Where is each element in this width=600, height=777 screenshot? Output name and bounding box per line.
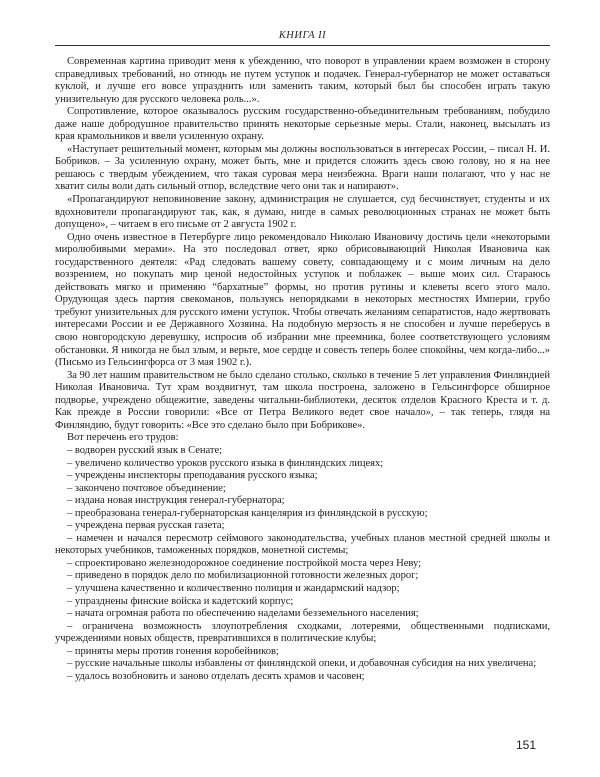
list-item: – издана новая инструкция генерал-губернатора; <box>67 495 285 507</box>
list-item: – упразднены финские войска и кадетский корпус; <box>67 595 294 607</box>
paragraph: За 90 лет нашим правительством не было сделано столько, сколько в течение 5 лет управления Финляндией Николая Ивановича. Тут храм воздвигнут, там школа построена, заложено в Гельсингфорсе обширное подворье, учреждено общежитие, заведены читальни-библиотеки, десяток отделов Красного Креста и т. д. Как прежде в России говорили: «Все от Петра Великого ведет свое начало», – так теперь, глядя на Финляндию, будут говорить: «Все это сделано было при Бобрикове». <box>55 369 550 431</box>
achievements-list <box>55 445 550 683</box>
list-item: – преобразована генерал-губернаторская канцелярия из финляндской в русскую; <box>67 507 428 519</box>
page-number: 151 <box>516 738 537 752</box>
paragraph: Современная картина приводит меня к убеждению, что поворот в управлении краем возможен в сторону справедливых требований, но отнюдь не путем уступок и подачек. Генерал-губернатор не может оставаться куклой, и лучше его вовсе упразднить или заменить таким, который был бы способен играть такую унизительную для русского человека роль...». <box>55 56 550 105</box>
paragraph: Сопротивление, которое оказывалось русским государственно-объединительным требованиям, побудило даже наше добродушное правительство принять некоторые серьезные меры. Стали, наконец, высылать из края крамольников и ввели усиленную охрану. <box>55 106 550 143</box>
list-item: – улучшена качественно и количественно полиция и жандармский надзор; <box>67 582 400 594</box>
running-header: КНИГА II <box>278 30 327 41</box>
list-item: – учреждена первая русская газета; <box>67 520 225 532</box>
page-body <box>55 56 550 683</box>
list-item: – начата огромная работа по обеспечению наделами безземельного населения; <box>67 608 419 620</box>
list-item: – русские начальные школы избавлены от финляндской опеки, и добавочная субсидия на них увеличена; <box>67 658 537 670</box>
paragraph: «Наступает решительный момент, которым мы должны воспользоваться в интересах России, – писал Н. И. Бобриков. – За усиленную охрану, может быть, мне и придется сложить здесь свою голову, но я на нее решаюсь с твердым убеждением, что такая суровая мера неизбежна. Враги наши полагают, что у нас не хватит силы воли дать сильный отпор, вследствие чего они так и напирают». <box>55 143 550 193</box>
paragraph: Вот перечень его трудов: <box>67 432 179 444</box>
list-item: – намечен и начался пересмотр сеймового законодательства, учебных планов местной средней школы и некоторых учебников, таможенных порядков, монетной системы; <box>55 532 550 557</box>
paragraph: Одно очень известное в Петербурге лицо рекомендовало Николаю Ивановичу достичь цели «некоторыми миролюбивыми мерами». На это последовал ответ, ярко обрисовывающий Николая Ивановича как государственного деятеля: «Рад следовать вашему совету, совпадающему и с моим личным на дело воззрением, но покупать мир ценой недостойных уступок и поблажек – выше моих сил. Стараюсь действовать мягко и применяю “бархатные” формы, но против рутины и клеветы всего этого мало. Орудующая здесь партия свекоманов, пользуясь непорядками в некоторых местностях Империи, грубо требуют унизительных для русского имени уступок. Чтобы отвечать желаниям сепаратистов, надо жертвовать интересами России и ее Державного Хозяина. На подобную мерзость я не способен и лучше переберусь в свою новгородскую деревушку, испросив об избрании мне преемника, более соответствующего условиям обстановки. Я никогда не был злым, и верьте, мое сердце и совесть теперь более спокойны, чем когда-либо...» (Письмо из Гельсингфорса от 3 мая 1902 г.). <box>55 231 550 369</box>
header-divider <box>55 45 550 46</box>
paragraph: «Пропагандируют неповиновение закону, администрация не слушается, суд бесчинствует, студенты и их вдохновители пропагандируют так, как, я думаю, нигде в самых революционных странах не может быть допущено», – читаем в его письме от 2 августа 1902 г. <box>55 194 550 231</box>
list-item: – учреждены инспекторы преподавания русского языка; <box>67 470 318 482</box>
list-item: – приведено в порядок дело по мобилизационной готовности железных дорог; <box>67 570 419 582</box>
list-item: – ограничена возможность злоупотребления сходками, лотереями, общественными подписками, учреждениями новых обществ, превратившихся в политические клубы; <box>55 620 550 645</box>
list-item: – удалось возобновить и заново отделать десять храмов и часовен; <box>67 670 365 682</box>
list-item: – спроектировано железнодорожное соединение постройкой моста через Неву; <box>67 557 421 569</box>
list-item: – увеличено количество уроков русского языка в финляндских лицеях; <box>67 457 384 469</box>
list-item: – приняты меры против гонения коробейников; <box>67 645 279 657</box>
list-item: – закончено почтовое объединение; <box>67 482 226 494</box>
list-item: – водворен русский язык в Сенате; <box>67 444 223 456</box>
